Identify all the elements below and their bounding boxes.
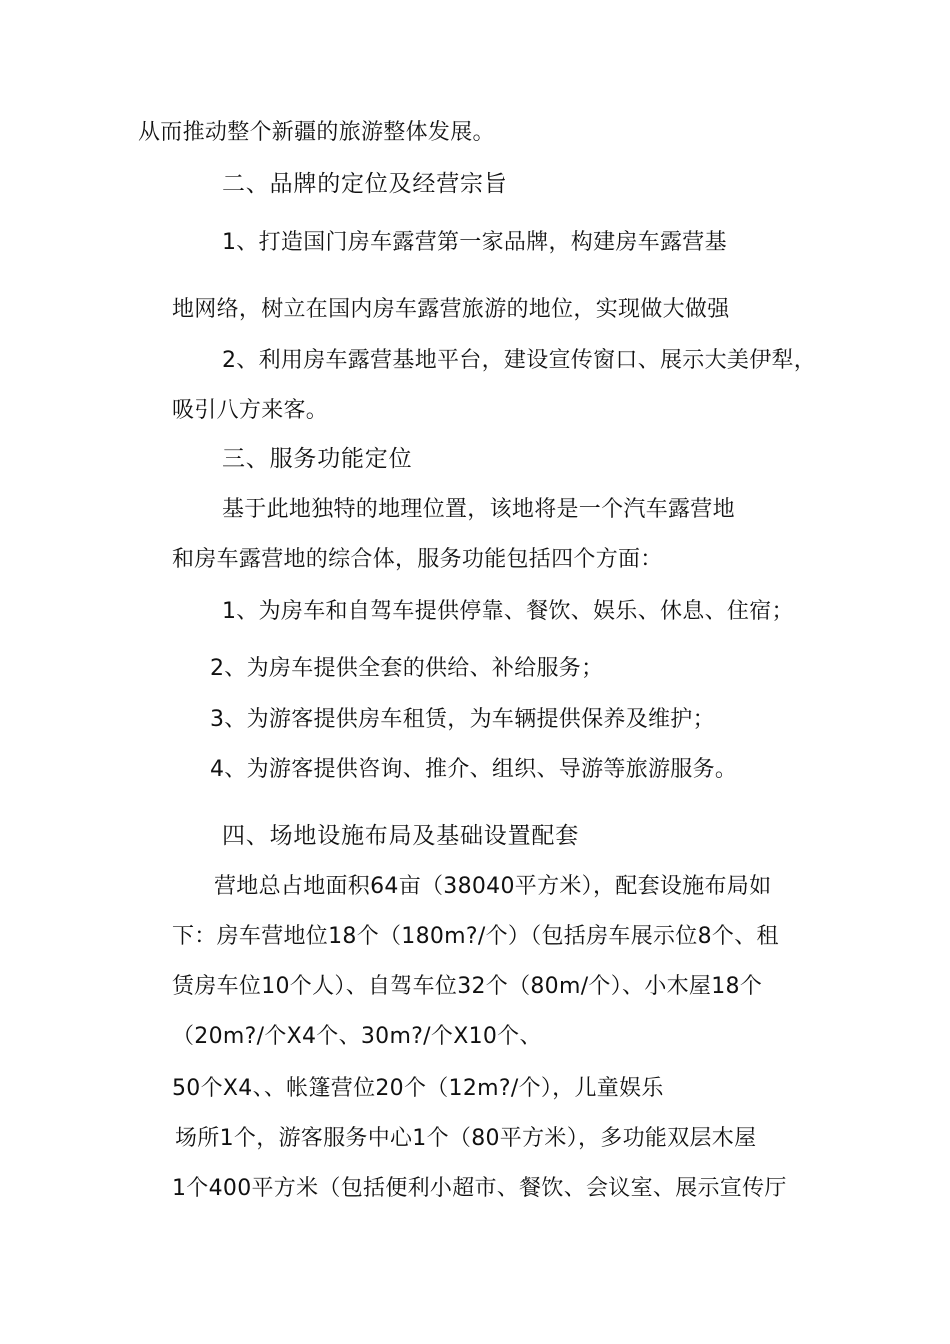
service-item-4: 4、为游客提供咨询、推介、组织、导游等旅游服务。 <box>210 757 738 782</box>
site-layout-line-2: 下：房车营地位18个（180m?/个）（包括房车展示位8个、租 <box>172 924 779 949</box>
section-heading-brand-positioning: 二、品牌的定位及经营宗旨 <box>222 171 508 197</box>
service-item-2: 2、为房车提供全套的供给、补给服务； <box>210 656 604 681</box>
site-layout-line-1: 营地总占地面积64亩（38040平方米），配套设施布局如 <box>214 874 772 899</box>
site-layout-line-7: 1个400平方米（包括便利小超市、餐饮、会议室、展示宣传厅 <box>172 1176 787 1201</box>
paragraph-continuation-line: 从而推动整个新疆的旅游整体发展。 <box>138 120 495 145</box>
service-intro-line-2: 和房车露营地的综合体，服务功能包括四个方面： <box>172 547 663 572</box>
brand-item-2-line-1: 2、利用房车露营基地平台，建设宣传窗口、展示大美伊犁， <box>222 348 817 373</box>
brand-item-2-line-2: 吸引八方来客。 <box>172 398 329 423</box>
site-layout-line-4: （20m?/个X4个、30m?/个X10个、 <box>172 1024 542 1049</box>
site-layout-line-5: 50个X4、、帐篷营位20个（12m?/个），儿童娱乐 <box>172 1076 664 1101</box>
section-heading-site-layout: 四、场地设施布局及基础设置配套 <box>222 823 579 849</box>
site-layout-line-6: 场所1个，游客服务中心1个（80平方米），多功能双层木屋 <box>175 1126 757 1151</box>
service-intro-line-1: 基于此地独特的地理位置，该地将是一个汽车露营地 <box>222 497 735 522</box>
brand-item-1-line-1: 1、打造国门房车露营第一家品牌，构建房车露营基 <box>222 230 727 255</box>
section-heading-service-positioning: 三、服务功能定位 <box>222 446 413 472</box>
site-layout-line-3: 赁房车位10个人）、自驾车位32个（80m/个）、小木屋18个 <box>172 974 763 999</box>
brand-item-1-line-2: 地网络，树立在国内房车露营旅游的地位，实现做大做强 <box>172 297 730 322</box>
service-item-1: 1、为房车和自驾车提供停靠、餐饮、娱乐、休息、住宿； <box>222 599 794 624</box>
service-item-3: 3、为游客提供房车租赁，为车辆提供保养及维护； <box>210 707 715 732</box>
